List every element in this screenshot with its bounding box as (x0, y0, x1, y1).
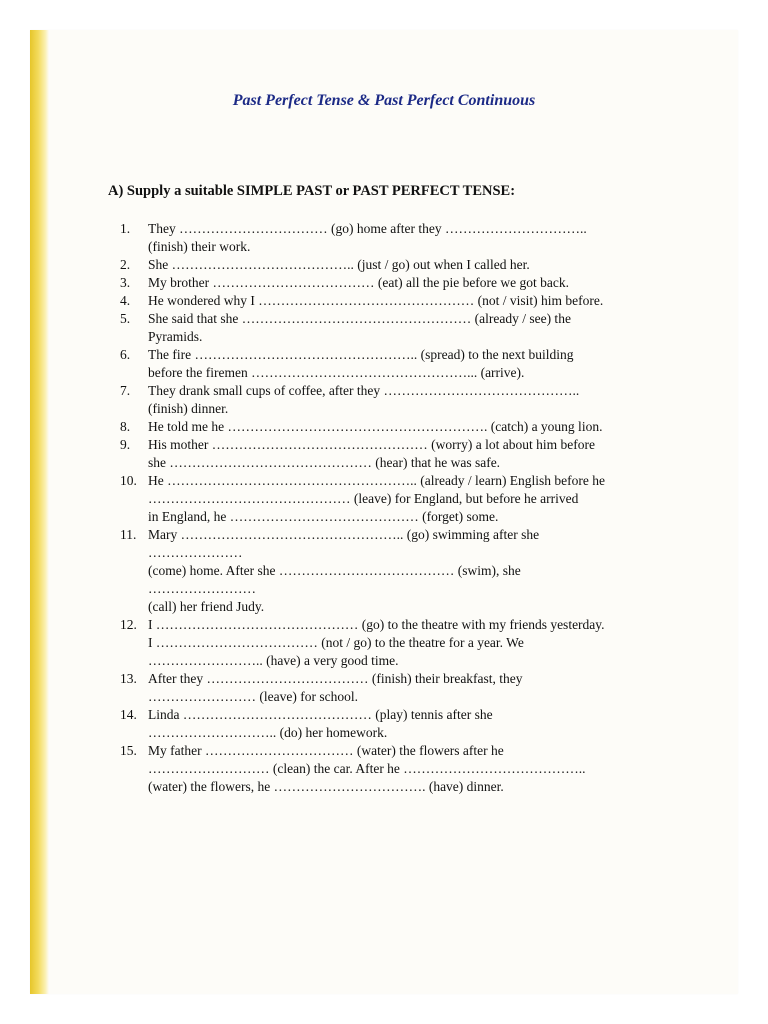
item-text-line: My brother ……………………………… (eat) all the pie before we got back. (148, 275, 570, 290)
item-text (148, 274, 680, 292)
section-heading: A) Supply a suitable SIMPLE PAST or PAST PERFECT TENSE: (108, 183, 516, 199)
item-text-line: They drank small cups of coffee, after they …………………………………….. (148, 383, 580, 398)
item-text-line: in England, he …………………………………… (forget) some. (148, 509, 499, 524)
item-text (148, 256, 680, 274)
item-number: 7. (120, 383, 131, 398)
exercise-item (120, 742, 680, 796)
item-text-line: He wondered why I ………………………………………… (not / visit) him before. (148, 293, 604, 308)
item-text-line: The fire ………………………………………….. (spread) to the next building (148, 347, 574, 362)
exercise-item (120, 706, 680, 742)
item-text-line: ……………………………………… (leave) for England, but before he arrived (148, 491, 579, 506)
item-text (148, 292, 680, 310)
item-number: 5. (120, 311, 131, 326)
exercise-item (120, 472, 680, 526)
exercise-item (120, 436, 680, 472)
item-text-line: His mother ………………………………………… (worry) a lot about him before (148, 437, 595, 452)
item-text (148, 382, 680, 418)
item-text (148, 436, 680, 472)
item-number: 3. (120, 275, 131, 290)
item-text-line: (come) home. After she ………………………………… (swim), she (148, 563, 521, 578)
item-text-line: I ……………………………… (not / go) to the theatre for a year. We (148, 635, 524, 650)
exercise-item (120, 274, 680, 292)
item-text-line: I ……………………………………… (go) to the theatre with my friends yesterday. (148, 617, 605, 632)
exercise-item (120, 256, 680, 274)
exercise-list (120, 220, 680, 796)
item-text-line: (finish) dinner. (148, 401, 229, 416)
item-text-line: She said that she …………………………………………… (already / see) the (148, 311, 571, 326)
item-text-line: ……………………… (clean) the car. After he ………………………………….. (148, 761, 586, 776)
item-number: 12. (120, 617, 137, 632)
item-text-line: (water) the flowers, he ……………………………. (have) dinner. (148, 779, 504, 794)
item-text-line: …………………… (148, 581, 256, 596)
item-text (148, 310, 680, 346)
item-text-line: ………………… (148, 545, 243, 560)
item-text-line: …………………… (leave) for school. (148, 689, 358, 704)
item-text-line: she ……………………………………… (hear) that he was safe. (148, 455, 501, 470)
item-text (148, 220, 680, 256)
item-number: 10. (120, 473, 137, 488)
exercise-item (120, 526, 680, 616)
item-number: 2. (120, 257, 131, 272)
item-text-line: ……………………….. (do) her homework. (148, 725, 388, 740)
item-text-line: before the firemen …………………………………………... (arrive). (148, 365, 525, 380)
item-number: 1. (120, 221, 131, 236)
item-number: 6. (120, 347, 131, 362)
item-number: 8. (120, 419, 131, 434)
item-number: 4. (120, 293, 131, 308)
worksheet-page (30, 30, 738, 994)
item-text-line: He ……………………………………………….. (already / learn) English before he (148, 473, 606, 488)
item-number: 11. (120, 527, 137, 542)
item-text-line: …………………….. (have) a very good time. (148, 653, 399, 668)
item-text-line: She ………………………………….. (just / go) out when I called her. (148, 257, 530, 272)
item-text (148, 706, 680, 742)
item-text-line: Linda …………………………………… (play) tennis after she (148, 707, 493, 722)
item-text (148, 616, 680, 670)
item-text (148, 346, 680, 382)
item-text-line: After they ……………………………… (finish) their breakfast, they (148, 671, 523, 686)
exercise-item (120, 382, 680, 418)
exercise-item (120, 670, 680, 706)
item-number: 9. (120, 437, 131, 452)
item-text-line: (finish) their work. (148, 239, 251, 254)
page-title: Past Perfect Tense & Past Perfect Continuous (232, 92, 536, 109)
exercise-item (120, 310, 680, 346)
item-text-line: Pyramids. (148, 329, 203, 344)
page-left-border (30, 30, 49, 994)
exercise-item (120, 418, 680, 436)
item-number: 14. (120, 707, 137, 722)
item-text (148, 742, 680, 796)
item-text (148, 526, 680, 616)
item-text (148, 418, 680, 436)
item-number: 13. (120, 671, 137, 686)
item-text (148, 670, 680, 706)
exercise-item (120, 346, 680, 382)
exercise-item (120, 220, 680, 256)
exercise-item (120, 616, 680, 670)
exercise-item (120, 292, 680, 310)
item-text-line: My father …………………………… (water) the flowers after he (148, 743, 504, 758)
item-text-line: (call) her friend Judy. (148, 599, 265, 614)
item-text-line: Mary ………………………………………….. (go) swimming after she (148, 527, 540, 542)
item-text-line: They …………………………… (go) home after they ………………………….. (148, 221, 587, 236)
item-text-line: He told me he …………………………………………………. (catch) a young lion. (148, 419, 603, 434)
item-text (148, 472, 680, 526)
item-number: 15. (120, 743, 137, 758)
